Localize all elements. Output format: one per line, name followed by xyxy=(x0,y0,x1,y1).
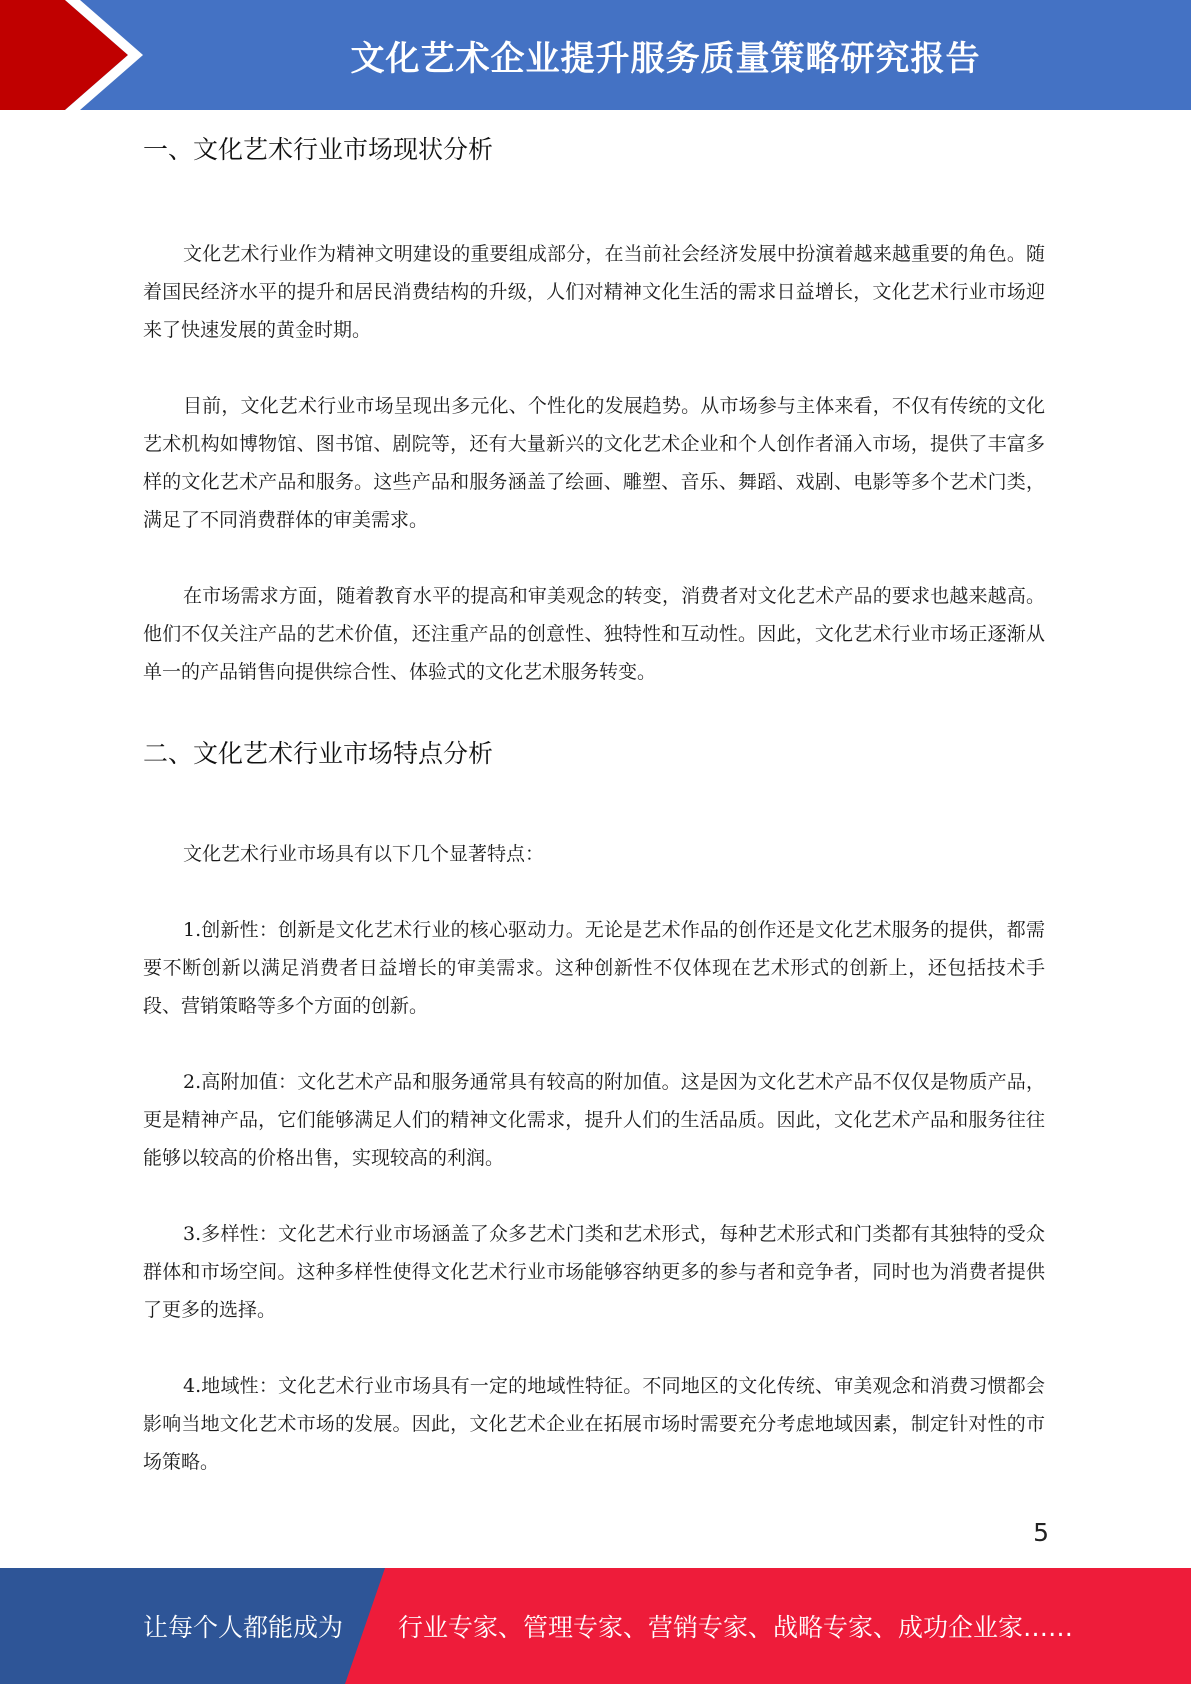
list-item: 3.多样性：文化艺术行业市场涵盖了众多艺术门类和艺术形式，每种艺术形式和门类都有其独特的受众群体和市场空间。这种多样性使得文化艺术行业市场能够容纳更多的参与者和竞争者，同时也为消费者提供了更多的选择。 xyxy=(143,1223,1045,1321)
list-item: 4.地域性：文化艺术行业市场具有一定的地域性特征。不同地区的文化传统、审美观念和消费习惯都会影响当地文化艺术市场的发展。因此，文化艺术企业在拓展市场时需要充分考虑地域因素，制定针对性的市场策略。 xyxy=(143,1375,1045,1473)
page-number: 5 xyxy=(1033,1518,1049,1547)
list-item: 2.高附加值：文化艺术产品和服务通常具有较高的附加值。这是因为文化艺术产品不仅仅是物质产品，更是精神产品，它们能够满足人们的精神文化需求，提升人们的生活品质。因此，文化艺术产品和服务往往能够以较高的价格出售，实现较高的利润。 xyxy=(143,1071,1045,1169)
footer-slogan-right: 行业专家、管理专家、营销专家、战略专家、成功企业家…… xyxy=(398,1613,1074,1642)
report-title: 文化艺术企业提升服务质量策略研究报告 xyxy=(350,38,981,79)
page-content xyxy=(143,125,1045,1481)
section-1-paragraph-3: 在市场需求方面，随着教育水平的提高和审美观念的转变，消费者对文化艺术产品的要求也越来越高。他们不仅关注产品的艺术价值，还注重产品的创意性、独特性和互动性。因此，文化艺术行业市场正逐渐从单一的产品销售向提供综合性、体验式的文化艺术服务转变。 xyxy=(143,585,1045,683)
list-item: 1.创新性：创新是文化艺术行业的核心驱动力。无论是艺术作品的创作还是文化艺术服务的提供，都需要不断创新以满足消费者日益增长的审美需求。这种创新性不仅体现在艺术形式的创新上，还包括技术手段、营销策略等多个方面的创新。 xyxy=(143,919,1045,1017)
section-1-heading: 一、文化艺术行业市场现状分析 xyxy=(143,135,494,164)
report-footer xyxy=(0,1568,1191,1684)
section-1-paragraph-1: 文化艺术行业作为精神文明建设的重要组成部分，在当前社会经济发展中扮演着越来越重要的角色。随着国民经济水平的提升和居民消费结构的升级，人们对精神文化生活的需求日益增长，文化艺术行业市场迎来了快速发展的黄金时期。 xyxy=(143,243,1045,341)
section-2-heading: 二、文化艺术行业市场特点分析 xyxy=(143,739,494,768)
report-header xyxy=(0,0,1191,110)
section-2-intro: 文化艺术行业市场具有以下几个显著特点： xyxy=(183,843,545,865)
header-chevron-decoration xyxy=(0,0,160,110)
footer-slogan-left: 让每个人都能成为 xyxy=(143,1613,344,1642)
section-1-paragraph-2: 目前，文化艺术行业市场呈现出多元化、个性化的发展趋势。从市场参与主体来看，不仅有传统的文化艺术机构如博物馆、图书馆、剧院等，还有大量新兴的文化艺术企业和个人创作者涌入市场，提供了丰富多样的文化艺术产品和服务。这些产品和服务涵盖了绘画、雕塑、音乐、舞蹈、戏剧、电影等多个艺术门类，满足了不同消费群体的审美需求。 xyxy=(143,395,1045,531)
